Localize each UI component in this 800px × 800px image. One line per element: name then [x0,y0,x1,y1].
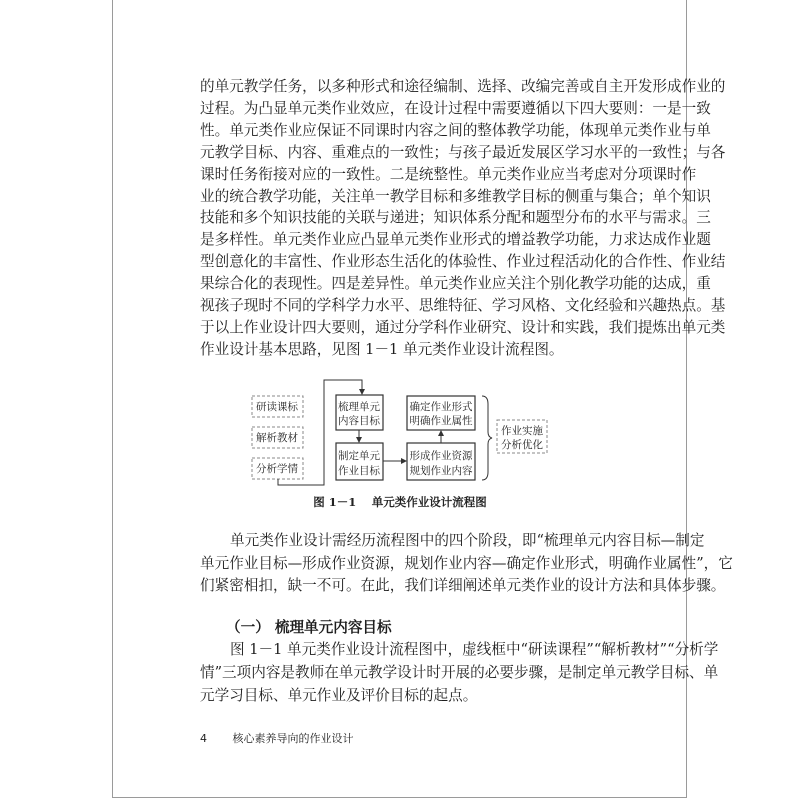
label-confirm-1: 确定作业形式 [409,401,473,413]
text-line: 课时任务衔接对应的一致性。二是统整性。单元类作业应当考虑对分项课时作 [200,165,697,183]
label-form-1: 形成作业资源 [409,450,473,462]
text-line: 是多样性。单元类作业应凸显单元类作业形式的增益教学功能，力求达成作业题 [200,231,711,249]
text-line: 元学习目标、单元作业及评价目标的起点。 [200,687,478,704]
text-line: 们紧密相扣，缺一不可。在此，我们详细阐述单元类作业的设计方法和具体步骤。 [200,577,726,594]
text-line: 性。单元类作业应保证不同课时内容之间的整体教学功能，体现单元类作业与单 [200,121,711,139]
label-sort-2: 内容目标 [338,415,380,427]
label-analyze-learners: 分析学情 [256,463,298,475]
page-footer [200,730,376,746]
label-sort-1: 梳理单元 [338,401,380,413]
text-line: 作业设计基本思路，见图 1－1 单元类作业设计流程图。 [200,340,564,358]
label-study-standards: 研读课标 [256,401,298,413]
text-line: 单元作业目标—形成作业资源，规划作业内容—确定作业形式，明确作业属性”，它 [200,554,733,572]
label-confirm-2: 明确作业属性 [409,415,473,427]
text-line: 图 1－1 单元类作业设计流程图中，虚线框中“研读课程”“解析教材”“分析学 [230,641,719,658]
text-line: 情”三项内容是教师在单元教学设计时开展的必要步骤，是制定单元教学目标、单 [200,664,719,681]
figure-caption: 图 1－1 单元类作业设计流程图 [313,495,487,509]
text-line: 单元类作业设计需经历流程图中的四个阶段，即“梳理单元内容目标—制定 [230,532,705,549]
label-set-1: 制定单元 [338,450,380,462]
text-line: 型创意化的丰富性、作业形态生活化的体验性、作业过程活动化的合作性、作业结 [200,253,726,271]
book-title: 核心素养导向的作业设计 [232,732,354,745]
page-number: 4 [200,732,207,745]
label-implement-1: 作业实施 [501,425,543,437]
text-line: 过程。为凸显单元类作业效应，在设计过程中需要遵循以下四大要则：一是一致 [200,99,711,117]
text-line: 业的统合教学功能，关注单一教学目标和多维教学目标的侧重与集合；单个知识 [200,187,711,205]
label-set-2: 作业目标 [338,465,380,477]
label-form-2: 规划作业内容 [409,465,473,477]
section-heading: （一） 梳理单元内容目标 [226,619,392,636]
text-line: 的单元教学任务，以多种形式和途径编制、选择、改编完善或自主开发形成作业的 [200,78,726,95]
label-implement-2: 分析优化 [501,439,543,451]
text-line: 元教学目标、内容、重难点的一致性；与孩子最近发展区学习水平的一致性；与各 [200,143,726,161]
label-analyze-materials: 解析教材 [256,432,298,444]
text-line: 视孩子现时不同的学科学力水平、思维特征、学习风格、文化经验和兴趣热点。基 [200,297,726,314]
text-line: 果综合化的表现性。四是差异性。单元类作业应关注个别化教学功能的达成，重 [200,275,711,293]
brace [482,396,492,480]
text-line: 于以上作业设计四大要则，通过分学科作业研究、设计和实践，我们提炼出单元类 [200,318,726,336]
text-line: 技能和多个知识技能的关联与递进；知识体系分配和题型分布的水平与需求。三 [200,209,711,227]
